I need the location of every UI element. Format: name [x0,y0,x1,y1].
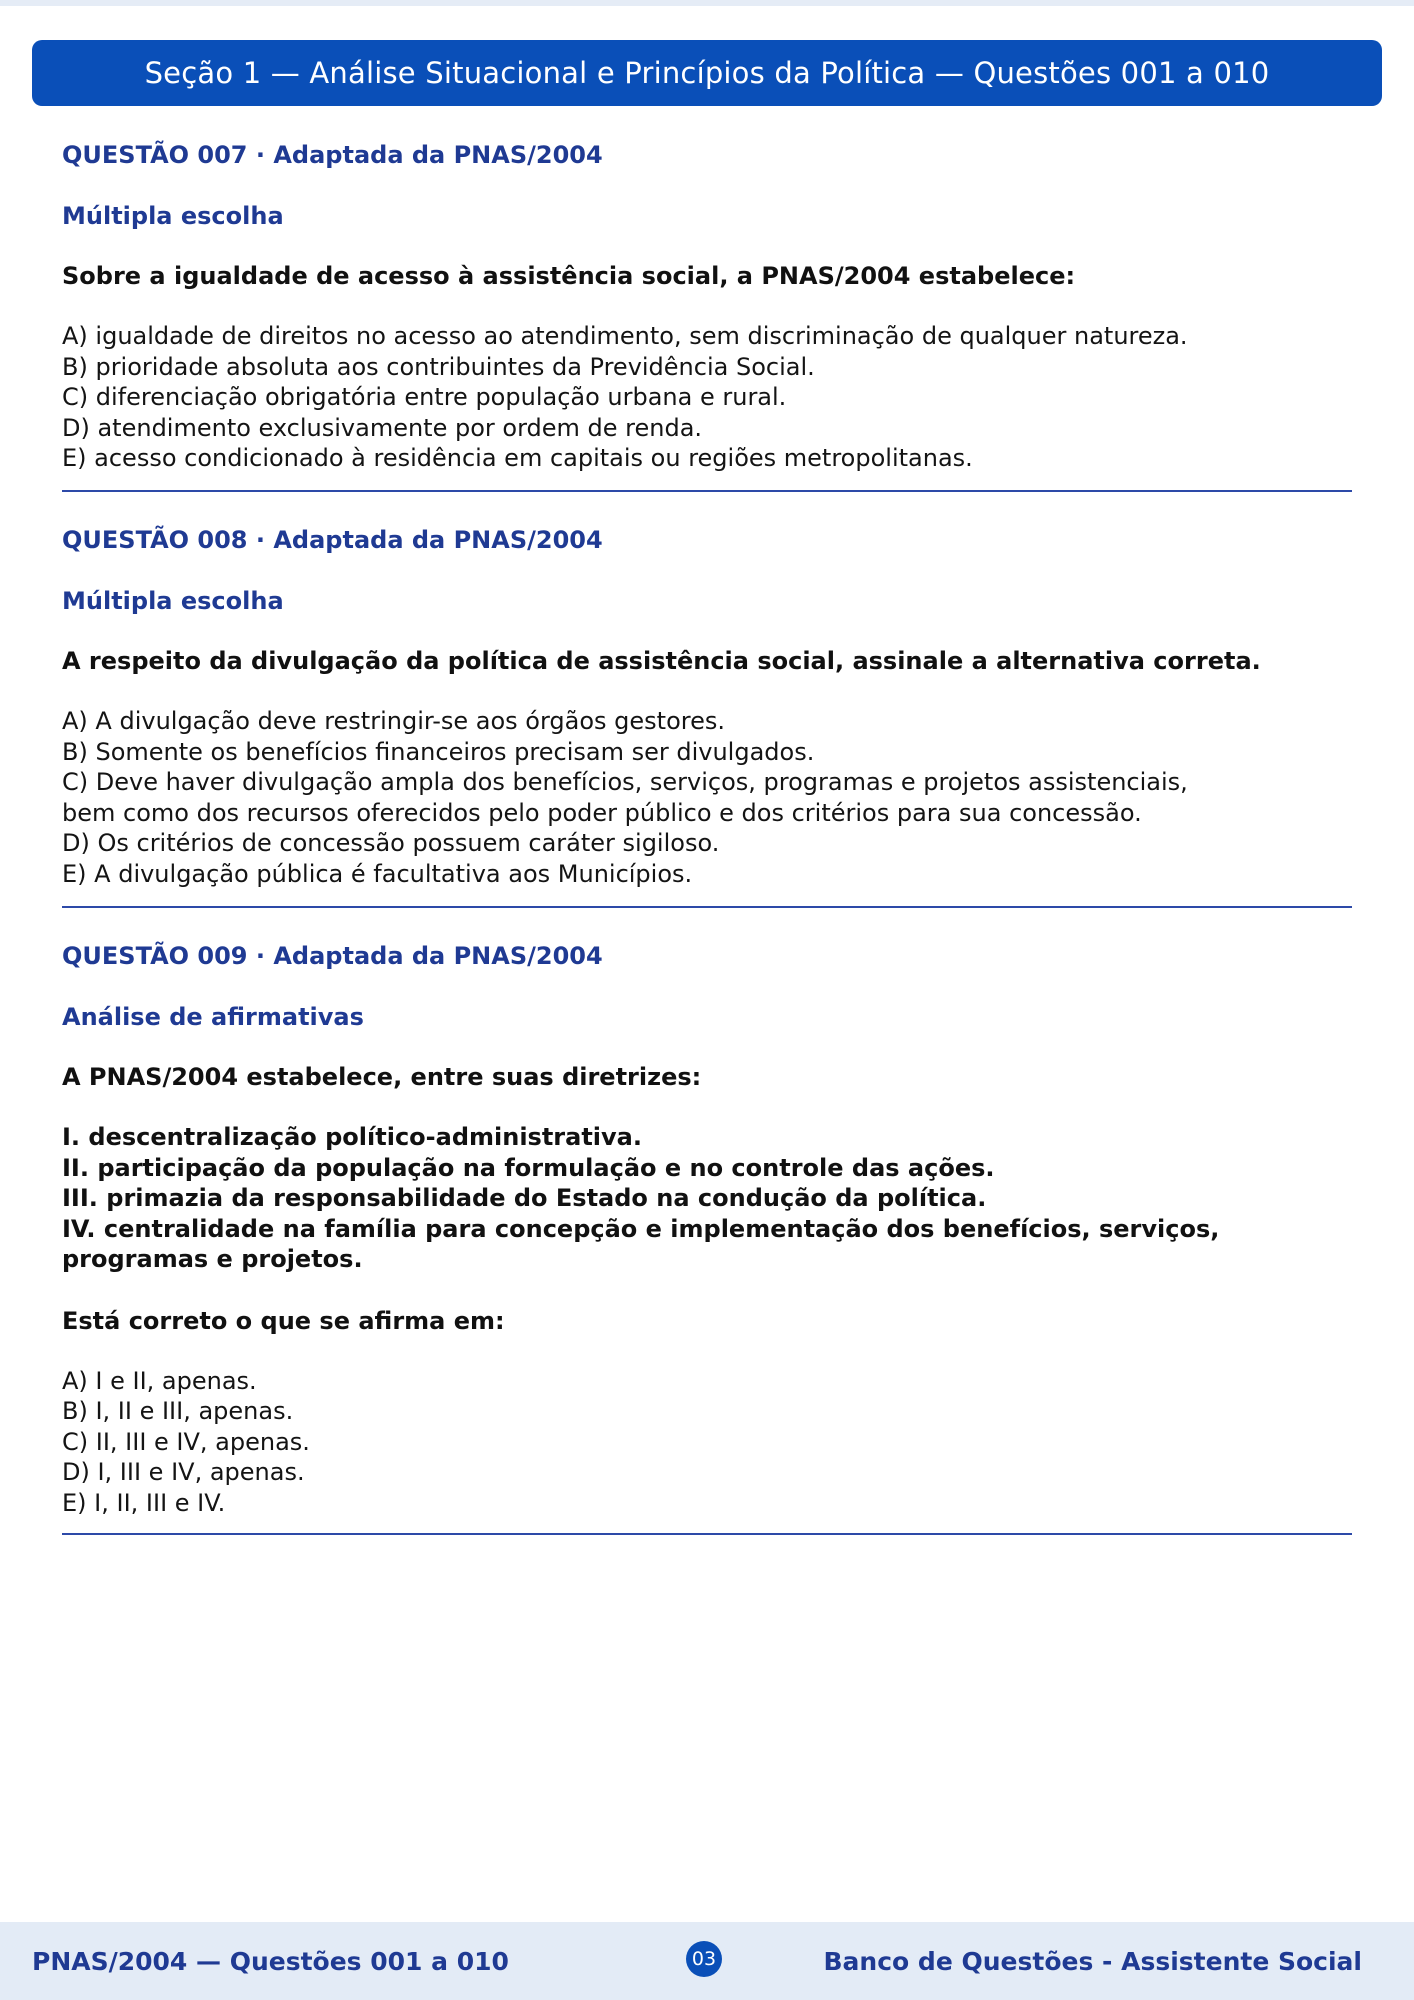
question-options [62,1366,1352,1519]
question-008 [62,525,1352,889]
section-title: Seção 1 — Análise Situacional e Princípios da Política — Questões 001 a 010 [144,56,1270,90]
option-d: D) Os critérios de concessão possuem caráter sigiloso. [62,829,720,857]
question-type: Múltipla escolha [62,202,284,230]
option-a: A) I e II, apenas. [62,1366,257,1395]
question-009 [62,941,1352,1518]
option-c: C) II, III e IV, apenas. [62,1427,310,1456]
question-stem: Sobre a igualdade de acesso à assistência social, a PNAS/2004 estabelece: [62,262,1076,290]
page-number: 03 [691,1948,717,1970]
statement-i: I. descentralização político-administrativa. [62,1123,642,1151]
option-a: A) igualdade de direitos no acesso ao atendimento, sem discriminação de qualquer natureza. [62,322,1188,350]
question-title: QUESTÃO 009 · Adaptada da PNAS/2004 [62,942,603,970]
statement-iv-continued: programas e projetos. [62,1245,363,1273]
statement-iv: IV. centralidade na família para concepção e implementação dos benefícios, serviços, [62,1214,1220,1243]
option-b: B) prioridade absoluta aos contribuintes da Previdência Social. [62,352,815,381]
page-footer [0,1922,1414,2000]
question-options [62,706,1352,889]
option-c: C) diferenciação obrigatória entre população urbana e rural. [62,383,787,411]
question-stem: A respeito da divulgação da política de assistência social, assinale a alternativa correta. [62,647,1261,675]
top-strip [0,0,1414,6]
question-statements [62,1122,1352,1275]
question-options [62,321,1352,474]
page-number-badge [686,1941,722,1977]
option-d: D) I, III e IV, apenas. [62,1458,305,1486]
question-type: Múltipla escolha [62,587,284,615]
question-007 [62,140,1352,474]
question-divider [62,906,1352,908]
option-c-continued: bem como dos recursos oferecidos pelo poder público e dos critérios para sua concessão. [62,798,1142,827]
option-c: C) Deve haver divulgação ampla dos benefícios, serviços, programas e projetos assistenciais, [62,768,1188,796]
question-divider [62,490,1352,492]
option-b: B) Somente os benefícios financeiros precisam ser divulgados. [62,737,815,766]
question-stem: A PNAS/2004 estabelece, entre suas diretrizes: [62,1063,702,1091]
option-b: B) I, II e III, apenas. [62,1397,294,1425]
option-a: A) A divulgação deve restringir-se aos órgãos gestores. [62,707,725,735]
option-e: E) acesso condicionado à residência em capitais ou regiões metropolitanas. [62,444,973,472]
statement-ii: II. participação da população na formulação e no controle das ações. [62,1153,995,1182]
section-header [32,40,1382,106]
question-title: QUESTÃO 007 · Adaptada da PNAS/2004 [62,141,603,169]
option-d: D) atendimento exclusivamente por ordem de renda. [62,413,703,442]
footer-right-text: Banco de Questões - Assistente Social [823,1947,1362,1976]
option-e: E) A divulgação pública é facultativa aos Municípios. [62,859,693,888]
question-divider [62,1533,1352,1535]
statement-iii: III. primazia da responsabilidade do Estado na condução da política. [62,1184,987,1212]
question-prompt: Está correto o que se afirma em: [62,1306,505,1335]
option-e: E) I, II, III e IV. [62,1488,226,1517]
footer-left-text: PNAS/2004 — Questões 001 a 010 [32,1947,509,1976]
question-title: QUESTÃO 008 · Adaptada da PNAS/2004 [62,526,603,554]
question-type: Análise de afirmativas [62,1003,364,1031]
